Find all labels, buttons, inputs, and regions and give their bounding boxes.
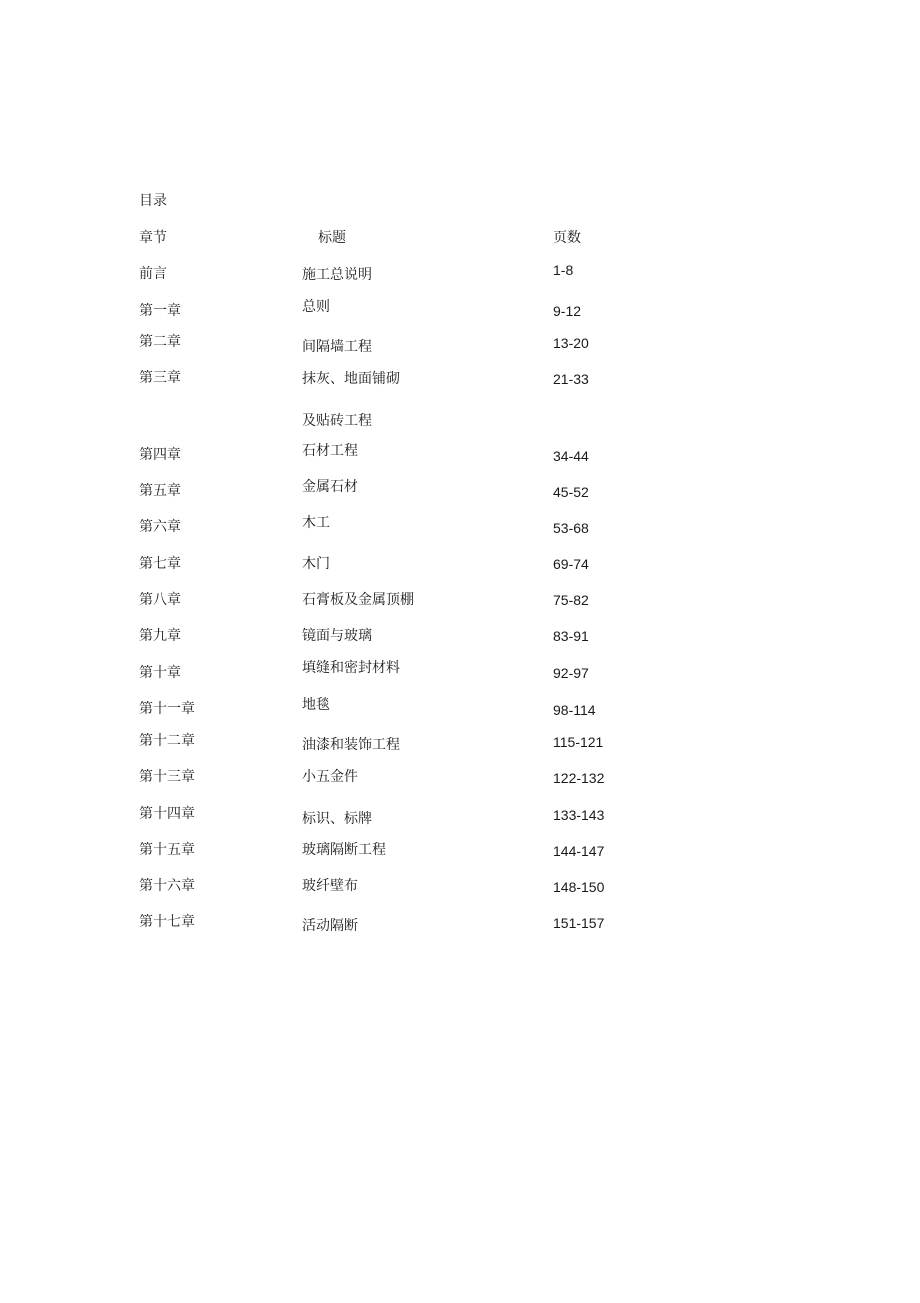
toc-row-pages: 83-91 — [553, 628, 589, 644]
header-chapter: 章节 — [139, 230, 167, 246]
toc-row-title-continuation: 及贴砖工程 — [302, 413, 372, 429]
toc-row-title: 间隔墙工程 — [302, 339, 372, 355]
toc-row-chapter: 第十四章 — [139, 806, 195, 822]
toc-row-title: 小五金件 — [302, 769, 358, 785]
toc-row-chapter: 第一章 — [139, 303, 181, 319]
toc-row-pages: 9-12 — [553, 303, 582, 319]
toc-row-chapter: 第十一章 — [139, 701, 195, 717]
toc-row-pages: 13-20 — [553, 335, 589, 351]
toc-row-chapter: 第十六章 — [139, 878, 195, 894]
toc-row-title: 活动隔断 — [302, 918, 358, 934]
header-title: 标题 — [318, 230, 346, 246]
toc-row-pages: 151-157 — [553, 915, 605, 931]
toc-row-pages: 144-147 — [553, 843, 605, 859]
toc-row-chapter: 第十七章 — [139, 914, 195, 930]
toc-row-title: 总则 — [302, 299, 330, 315]
toc-row-pages: 92-97 — [553, 665, 589, 681]
toc-row-pages: 21-33 — [553, 371, 589, 387]
toc-row-pages: 53-68 — [553, 520, 589, 536]
toc-row-chapter: 第九章 — [139, 628, 181, 644]
toc-row-chapter: 第三章 — [139, 370, 181, 386]
toc-row-chapter: 第十章 — [139, 665, 181, 681]
toc-row-pages: 98-114 — [553, 702, 596, 718]
header-pages: 页数 — [553, 230, 581, 246]
toc-row-title: 玻璃隔断工程 — [302, 842, 386, 858]
toc-row-pages: 34-44 — [553, 448, 589, 464]
toc-row-chapter: 第十五章 — [139, 842, 195, 858]
toc-row-chapter: 第五章 — [139, 483, 181, 499]
toc-row-pages: 69-74 — [553, 556, 589, 572]
toc-row-pages: 115-121 — [553, 734, 604, 750]
toc-row-title: 地毯 — [302, 697, 330, 713]
toc-row-title: 镜面与玻璃 — [302, 628, 372, 644]
toc-row-title: 填缝和密封材料 — [302, 660, 400, 676]
toc-row-chapter: 第十三章 — [139, 769, 195, 785]
toc-row-pages: 75-82 — [553, 592, 589, 608]
toc-row-pages: 1-8 — [553, 262, 574, 278]
toc-row-chapter: 前言 — [139, 266, 167, 282]
toc-row-title: 木工 — [302, 515, 330, 531]
toc-row-chapter: 第七章 — [139, 556, 181, 572]
toc-row-pages: 122-132 — [553, 770, 605, 786]
toc-row-pages: 148-150 — [553, 879, 605, 895]
toc-row-title: 金属石材 — [302, 479, 358, 495]
toc-row-title: 标识、标牌 — [302, 811, 372, 827]
toc-row-chapter: 第六章 — [139, 519, 181, 535]
toc-row-chapter: 第四章 — [139, 447, 181, 463]
toc-row-title: 石材工程 — [302, 443, 358, 459]
toc-row-title: 油漆和装饰工程 — [302, 737, 400, 753]
toc-row-chapter: 第八章 — [139, 592, 181, 608]
toc-row-pages: 133-143 — [553, 807, 605, 823]
toc-row-pages: 45-52 — [553, 484, 589, 500]
toc-title: 目录 — [139, 193, 167, 209]
toc-row-chapter: 第二章 — [139, 334, 181, 350]
toc-row-title: 木门 — [302, 556, 330, 572]
toc-row-title: 石膏板及金属顶棚 — [302, 592, 414, 608]
toc-row-title: 玻纤壁布 — [302, 878, 358, 894]
toc-row-chapter: 第十二章 — [139, 733, 195, 749]
toc-row-title: 抹灰、地面铺砌 — [302, 371, 400, 387]
toc-row-title: 施工总说明 — [302, 267, 372, 283]
